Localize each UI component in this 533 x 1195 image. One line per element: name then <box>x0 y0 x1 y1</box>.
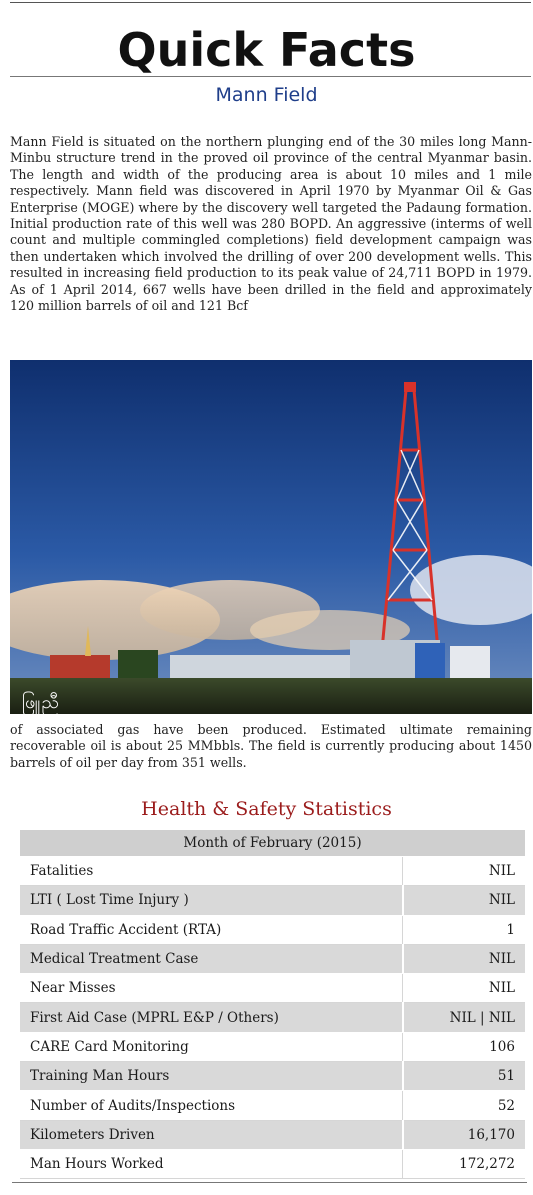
table-row <box>20 857 525 886</box>
table-period-label: Month of February (2015) <box>20 830 525 857</box>
stat-label: CARE Card Monitoring <box>20 1032 403 1061</box>
article-paragraph-2: of associated gas have been produced. Estimated ultimate remaining recoverable oil is about 25 MMbbls. The field is currently producing about 1450 barrels of oil per day from 351 wells. <box>10 722 532 770</box>
stat-label: Man Hours Worked <box>20 1149 403 1178</box>
stat-label: Near Misses <box>20 974 403 1003</box>
stat-label: Number of Audits/Inspections <box>20 1091 403 1120</box>
photo-watermark-logo: ဖြူညီ <box>22 692 60 713</box>
bottom-rule <box>12 1182 527 1183</box>
top-rule <box>10 2 531 3</box>
stat-label: LTI ( Lost Time Injury ) <box>20 886 403 915</box>
table-row <box>20 1091 525 1120</box>
table-row <box>20 1120 525 1149</box>
page-title: Quick Facts <box>117 23 416 77</box>
drilling-rig-photo <box>10 360 532 714</box>
stat-value: NIL <box>403 944 525 973</box>
stat-value: 1 <box>403 915 525 944</box>
table-row <box>20 1149 525 1178</box>
stat-value: 51 <box>403 1062 525 1091</box>
stat-value: 16,170 <box>403 1120 525 1149</box>
stat-value: NIL <box>403 857 525 886</box>
table-row <box>20 1032 525 1061</box>
stat-value: NIL | NIL <box>403 1003 525 1032</box>
stat-label: Road Traffic Accident (RTA) <box>20 915 403 944</box>
stat-value: NIL <box>403 974 525 1003</box>
health-safety-table <box>20 830 525 1179</box>
table-row <box>20 886 525 915</box>
table-row <box>20 915 525 944</box>
stat-label: Training Man Hours <box>20 1062 403 1091</box>
article-paragraph-1: Mann Field is situated on the northern plunging end of the 30 miles long Mann-Minbu structure trend in the proved oil province of the central Myanmar basin. The length and width of the producing area is about 10 miles and 1 mile respectively. Mann field was discovered in April 1970 by Myanmar Oil & Gas Enterprise (MOGE) where by the discovery well targeted the Padaung formation. Initial production rate of this well was 280 BOPD. An aggressive (interms of well count and multiple commingled completions) field development campaign was then undertaken which involved the drilling of over 200 development wells. This resulted in increasing field production to its peak value of 24,711 BOPD in 1979. As of 1 April 2014, 667 wells have been drilled in the field and approximately 120 million barrels of oil and 121 Bcf <box>10 134 532 314</box>
page-subtitle: Mann Field <box>215 84 318 106</box>
stat-value: NIL <box>403 886 525 915</box>
stat-value: 106 <box>403 1032 525 1061</box>
stat-label: Kilometers Driven <box>20 1120 403 1149</box>
table-row <box>20 1062 525 1091</box>
table-row <box>20 974 525 1003</box>
stat-label: First Aid Case (MPRL E&P / Others) <box>20 1003 403 1032</box>
table-header-row <box>20 830 525 857</box>
stat-value: 52 <box>403 1091 525 1120</box>
stat-label: Fatalities <box>20 857 403 886</box>
title-rule <box>10 76 531 77</box>
table-row <box>20 944 525 973</box>
stat-value: 172,272 <box>403 1149 525 1178</box>
table-row <box>20 1003 525 1032</box>
stat-label: Medical Treatment Case <box>20 944 403 973</box>
health-safety-title: Health & Safety Statistics <box>141 798 392 820</box>
